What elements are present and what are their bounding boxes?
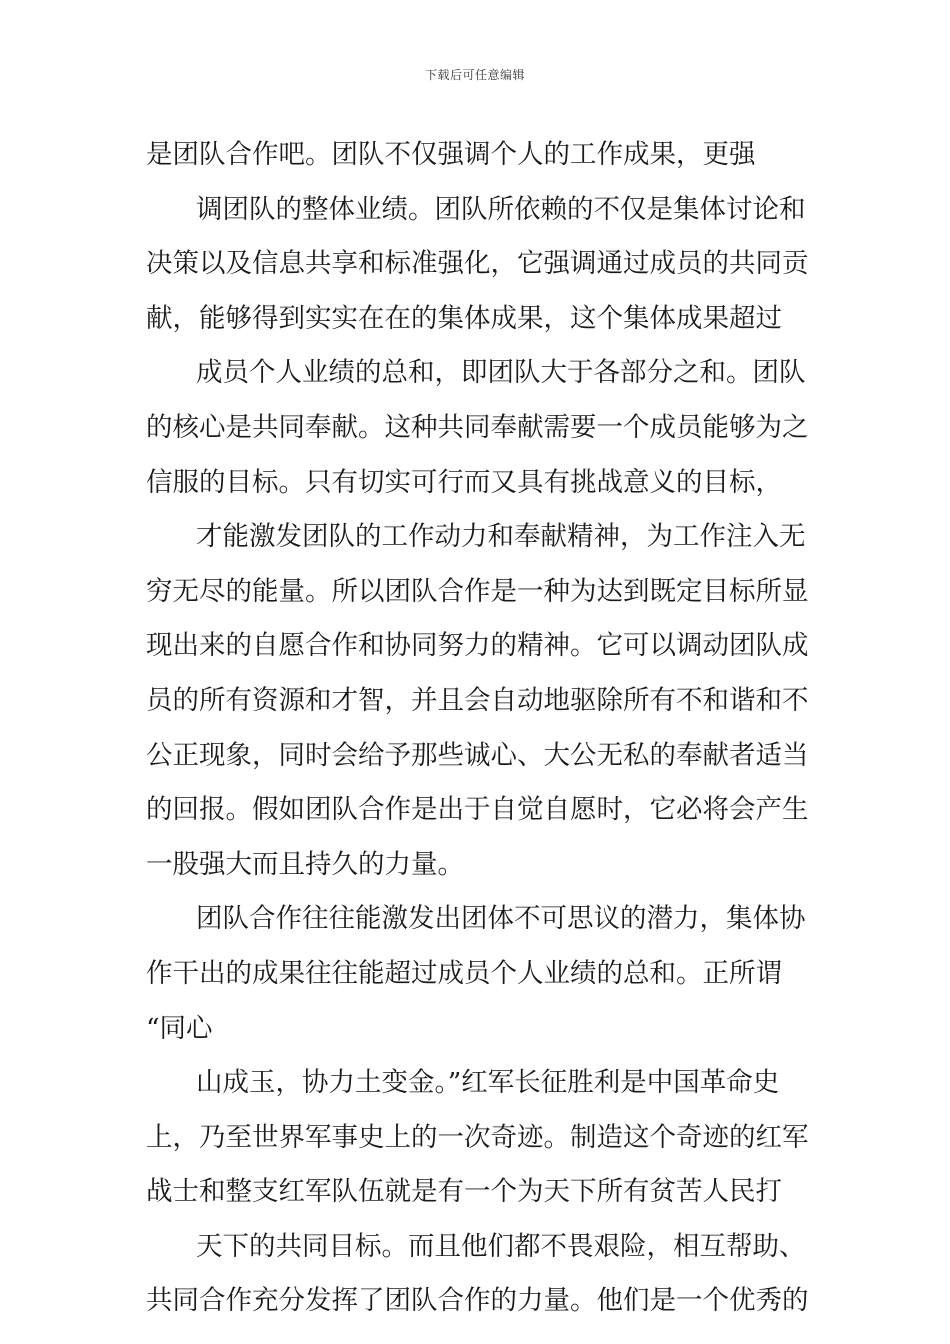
- text-line: 现出来的自愿合作和协同努力的精神。它可以调动团队成: [146, 630, 809, 662]
- text-line: 调团队的整体业绩。团队所依赖的不仅是集体讨论和: [196, 193, 806, 225]
- text-line: 公正现象，同时会给予那些诚心、大公无私的奉献者适当: [146, 739, 809, 771]
- text-line: 才能激发团队的工作动力和奉献精神，为工作注入无: [196, 521, 806, 553]
- text-line: 穷无尽的能量。所以团队合作是一种为达到既定目标所显: [146, 575, 809, 607]
- document-body: [146, 128, 810, 1329]
- text-line: 战士和整支红军队伍就是有一个为天下所有贫苦人民打: [146, 1176, 782, 1208]
- text-line: 作干出的成果往往能超过成员个人业绩的总和。正所谓: [146, 957, 782, 989]
- text-line: 是团队合作吧。团队不仅强调个人的工作成果，更强: [146, 139, 756, 170]
- text-line: 山成玉，协力土变金。”红军长征胜利是中国革命史: [196, 1067, 780, 1099]
- text-line: “同心: [146, 1012, 213, 1044]
- text-line: 上，乃至世界军事史上的一次奇迹。制造这个奇迹的红军: [146, 1121, 809, 1153]
- text-line: 一股强大而且持久的力量。: [146, 848, 464, 880]
- text-line: 天下的共同目标。而且他们都不畏艰险，相互帮助、: [196, 1230, 806, 1262]
- text-line: 团队合作往往能激发出团体不可思议的潜力，集体协: [196, 903, 806, 935]
- text-line: 信服的目标。只有切实可行而又具有挑战意义的目标，: [146, 466, 782, 498]
- text-line: 的核心是共同奉献。这种共同奉献需要一个成员能够为之: [146, 411, 809, 443]
- text-line: 献，能够得到实实在在的集体成果，这个集体成果超过: [146, 302, 782, 334]
- page-header-note: 下载后可任意编辑: [424, 68, 525, 82]
- text-line: 共同合作充分发挥了团队合作的力量。他们是一个优秀的: [146, 1285, 809, 1317]
- text-line: 决策以及信息共享和标准强化，它强调通过成员的共同贡: [146, 248, 809, 280]
- text-line: 的回报。假如团队合作是出于自觉自愿时，它必将会产生: [146, 794, 809, 826]
- text-line: 成员个人业绩的总和，即团队大于各部分之和。团队: [196, 357, 806, 389]
- text-line: 员的所有资源和才智，并且会自动地驱除所有不和谐和不: [146, 684, 809, 716]
